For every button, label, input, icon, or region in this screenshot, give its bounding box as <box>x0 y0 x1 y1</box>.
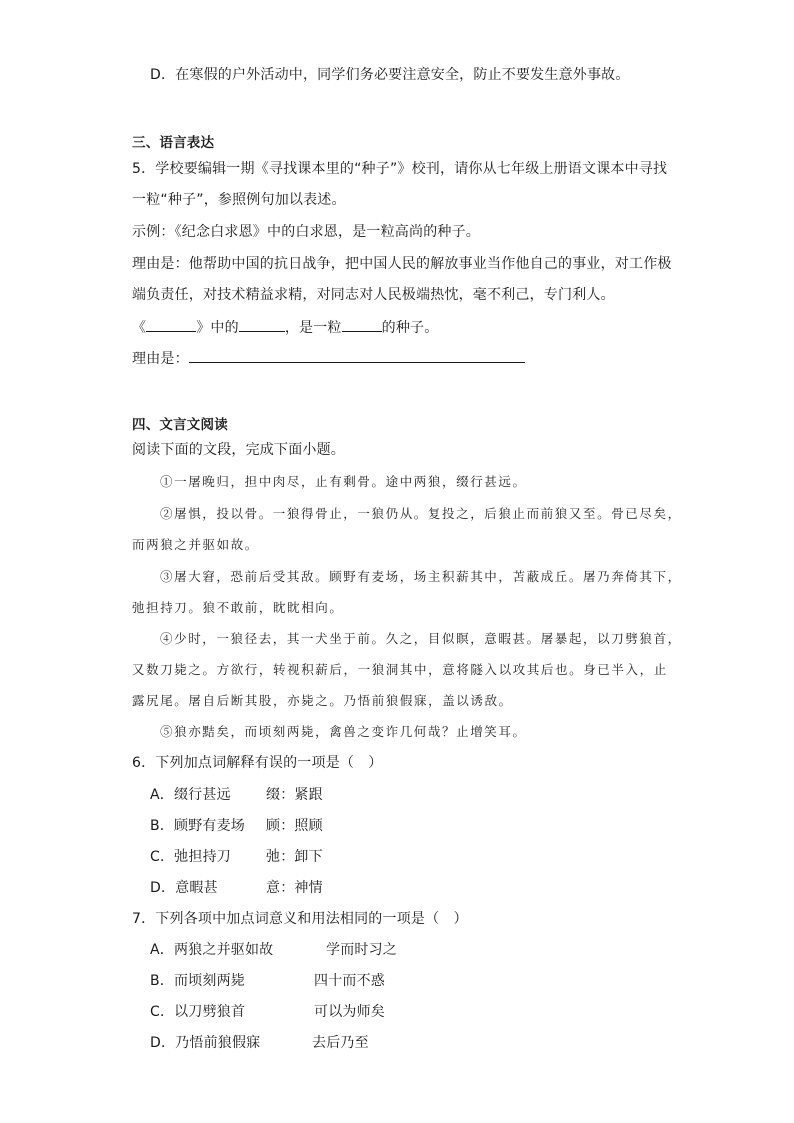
option-note: 学而时习之 <box>326 942 397 958</box>
q7-option-d[interactable] <box>150 1034 369 1052</box>
q6-option-a[interactable] <box>150 786 323 804</box>
option-note: 可以为师矣 <box>314 1004 385 1020</box>
option-label: A．缀行甚远 <box>150 787 231 803</box>
q7-option-a[interactable] <box>150 941 397 959</box>
q5-reason-line2: 端负责任，对技术精益求精，对同志对人民极端热忱，毫不利己，专门利人。 <box>132 287 615 303</box>
q5-stem-line1: 5．学校要编辑一期《寻找课本里的“种子”》校刊，请你从七年级上册语文课本中寻找 <box>132 161 668 177</box>
passage-line: ①一屠晚归，担中肉尽，止有剩骨。途中两狼，缀行甚远。 <box>160 474 527 489</box>
q5-reason-line1: 理由是：他帮助中国的抗日战争，把中国人民的解放事业当作他自己的事业，对工作极 <box>132 256 672 272</box>
option-label: C．以刀劈狼首 <box>150 1004 246 1020</box>
passage-line: ③屠大窘，恐前后受其敌。顾野有麦场，场主积薪其中，苫蔽成丘。屠乃奔倚其下， <box>160 569 682 584</box>
answer-blank-title[interactable] <box>146 317 196 332</box>
q7-stem: 7．下列各项中加点词意义和用法相同的一项是（ ） <box>132 911 468 927</box>
passage-line: ②屠惧，投以骨。一狼得骨止，一狼仍从。复投之，后狼止而前狼又至。骨已尽矣， <box>160 506 682 521</box>
passage-line: 弛担持刀。狼不敢前，眈眈相向。 <box>132 600 344 615</box>
answer-blank-character[interactable] <box>239 317 285 332</box>
section4-heading: 四、文言文阅读 <box>132 417 228 433</box>
q7-option-c[interactable] <box>150 1003 385 1021</box>
fill-text-4: 的种子。 <box>381 320 439 336</box>
passage-line: ④少时，一狼径去，其一犬坐于前。久之，目似瞑，意暇甚。屠暴起，以刀劈狼首， <box>160 631 682 646</box>
section4-intro: 阅读下面的文段，完成下面小题。 <box>132 442 345 458</box>
q5-fill-line <box>132 317 438 337</box>
option-label: C．弛担持刀 <box>150 849 231 865</box>
fill-text-1: 《 <box>132 320 147 336</box>
option-note: 四十而不惑 <box>314 973 385 989</box>
answer-blank-reason[interactable] <box>189 348 525 363</box>
answer-blank-quality[interactable] <box>342 317 382 332</box>
reason-label: 理由是： <box>132 351 189 367</box>
passage-line: 而两狼之并驱如故。 <box>132 537 259 552</box>
option-note: 顾：照顾 <box>266 818 323 834</box>
option-note: 缀：紧跟 <box>266 787 323 803</box>
option-label: D．意暇甚 <box>150 880 218 896</box>
passage-line: ⑤狼亦黠矣，而顷刻两毙，禽兽之变诈几何哉？止增笑耳。 <box>160 724 527 739</box>
q6-option-b[interactable] <box>150 817 323 835</box>
q5-stem-line2: 一粒“种子”，参照例句加以表述。 <box>132 192 346 208</box>
option-note: 去后乃至 <box>312 1035 369 1051</box>
q6-option-c[interactable] <box>150 848 323 866</box>
option-note: 意：神情 <box>266 880 323 896</box>
option-label: B．顾野有麦场 <box>150 818 246 834</box>
fill-text-3: ，是一粒 <box>284 320 342 336</box>
q4-option-d: D．在寒假的户外活动中，同学们务必要注意安全，防止不要发生意外事故。 <box>150 67 630 83</box>
option-note: 弛：卸下 <box>266 849 323 865</box>
option-label: B．而顷刻两毙 <box>150 973 246 989</box>
passage-line: 露尻尾。屠自后断其股，亦毙之。乃悟前狼假寐，盖以诱敌。 <box>132 693 513 708</box>
option-label: D．乃悟前狼假寐 <box>150 1035 261 1051</box>
q6-option-d[interactable] <box>150 879 323 897</box>
fill-text-2: 》中的 <box>196 320 239 336</box>
q6-stem: 6．下列加点词解释有误的一项是（ ） <box>132 755 383 771</box>
option-label: A．两狼之并驱如故 <box>150 942 274 958</box>
section3-heading: 三、语言表达 <box>132 135 215 151</box>
q5-reason-answer-line <box>132 348 525 368</box>
passage-line: 又数刀毙之。方欲行，转视积薪后，一狼洞其中，意将隧入以攻其后也。身已半入，止 <box>132 662 668 677</box>
q5-example: 示例：《纪念白求恩》中的白求恩，是一粒高尚的种子。 <box>132 224 480 240</box>
q7-option-b[interactable] <box>150 972 385 990</box>
